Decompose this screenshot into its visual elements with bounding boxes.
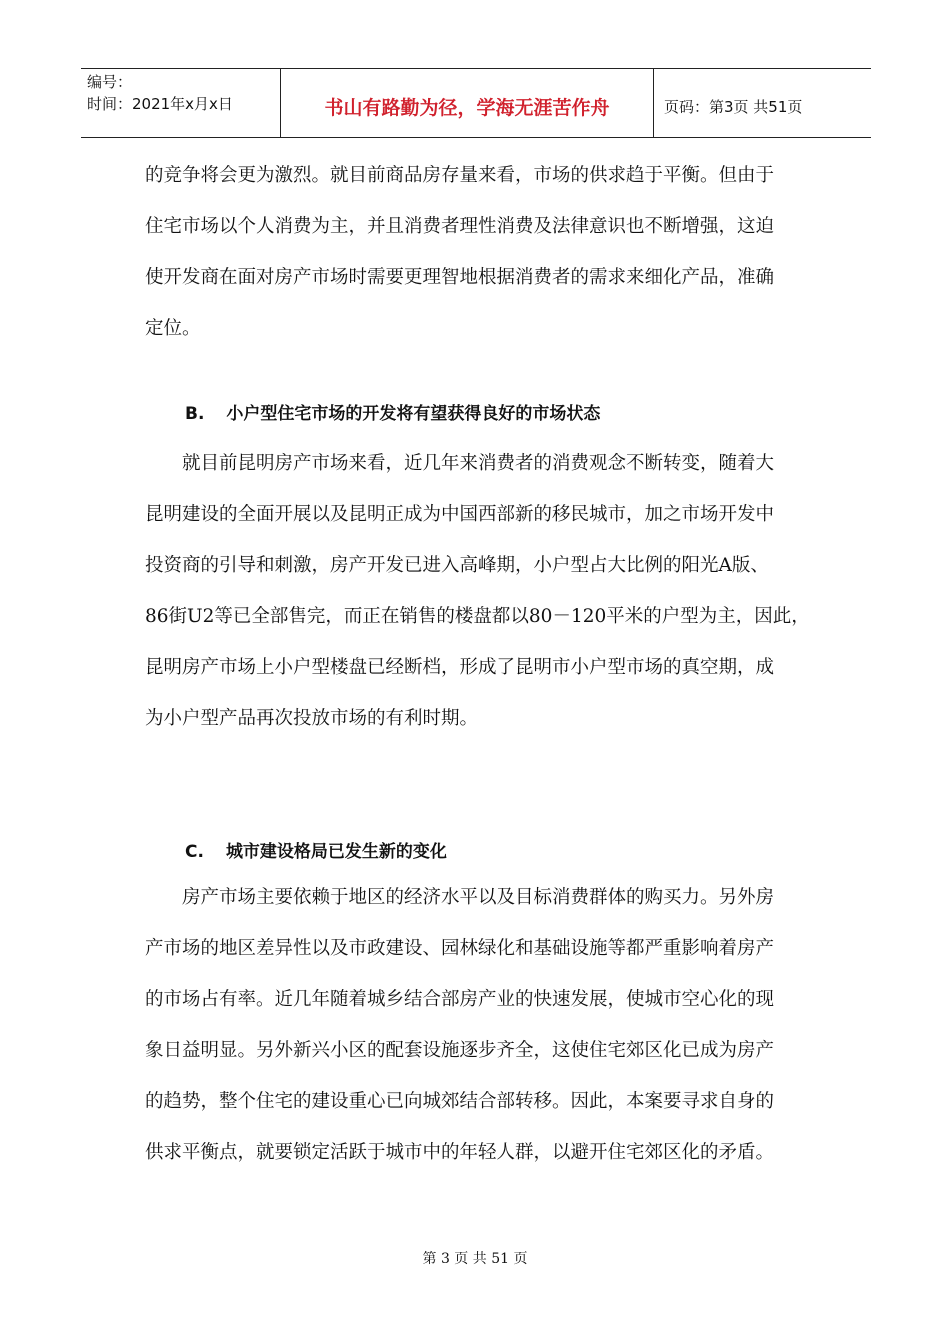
text-line: 象日益明显。另外新兴小区的配套设施逐步齐全，这使住宅郊区化已成为房产 (145, 1040, 775, 1061)
section-b-letter: B. (185, 404, 205, 424)
section-c-title: 城市建设格局已发生新的变化 (225, 842, 447, 862)
text-line: 投资商的引导和刺激，房产开发已进入高峰期，小户型占大比例的阳光A版、 (145, 555, 769, 576)
text-line: 的趋势，整个住宅的建设重心已向城郊结合部转移。因此，本案要寻求自身的 (145, 1091, 775, 1112)
text-line: 的竞争将会更为激烈。就目前商品房存量来看，市场的供求趋于平衡。但由于 (145, 165, 775, 186)
text-line: 定位。 (145, 318, 201, 339)
text-line: 就目前昆明房产市场来看，近几年来消费者的消费观念不断转变，随着大 (182, 453, 775, 474)
section-c-letter: C. (185, 842, 204, 862)
document-date: 时间：2021年x月x日 (87, 95, 233, 113)
text-line: 86街U2等已全部售完，而正在销售的楼盘都以80－120平米的户型为主，因此， (145, 606, 810, 627)
page-footer: 第 3 页 共 51 页 (422, 1251, 528, 1267)
text-line: 产市场的地区差异性以及市政建设、园林绿化和基础设施等都严重影响着房产 (145, 938, 775, 959)
header-meta (81, 69, 281, 137)
section-c-heading (145, 840, 447, 864)
text-line: 为小户型产品再次投放市场的有利时期。 (145, 708, 479, 729)
header-motto: 书山有路勤为径，学海无涯苦作舟 (281, 69, 654, 137)
text-line: 住宅市场以个人消费为主，并且消费者理性消费及法律意识也不断增强，这迫 (145, 216, 775, 237)
document-number-label: 编号： (87, 73, 133, 91)
paragraph-1 (145, 150, 815, 354)
text-line: 昆明建设的全面开展以及昆明正成为中国西部新的移民城市，加之市场开发中 (145, 504, 775, 525)
header-page-info: 页码：第3页 共51页 (664, 97, 803, 116)
text-line: 使开发商在面对房产市场时需要更理智地根据消费者的需求来细化产品，准确 (145, 267, 775, 288)
paragraph-2 (145, 438, 815, 744)
section-b-title: 小户型住宅市场的开发将有望获得良好的市场状态 (226, 404, 601, 424)
text-line: 昆明房产市场上小户型楼盘已经断档，形成了昆明市小户型市场的真空期，成 (145, 657, 775, 678)
page-header (81, 68, 871, 138)
text-line: 供求平衡点，就要锁定活跃于城市中的年轻人群，以避开住宅郊区化的矛盾。 (145, 1142, 775, 1163)
text-line: 的市场占有率。近几年随着城乡结合部房产业的快速发展，使城市空心化的现 (145, 989, 775, 1010)
text-line: 房产市场主要依赖于地区的经济水平以及目标消费群体的购买力。另外房 (182, 887, 775, 908)
section-b-heading (145, 402, 600, 426)
paragraph-3 (145, 872, 815, 1178)
